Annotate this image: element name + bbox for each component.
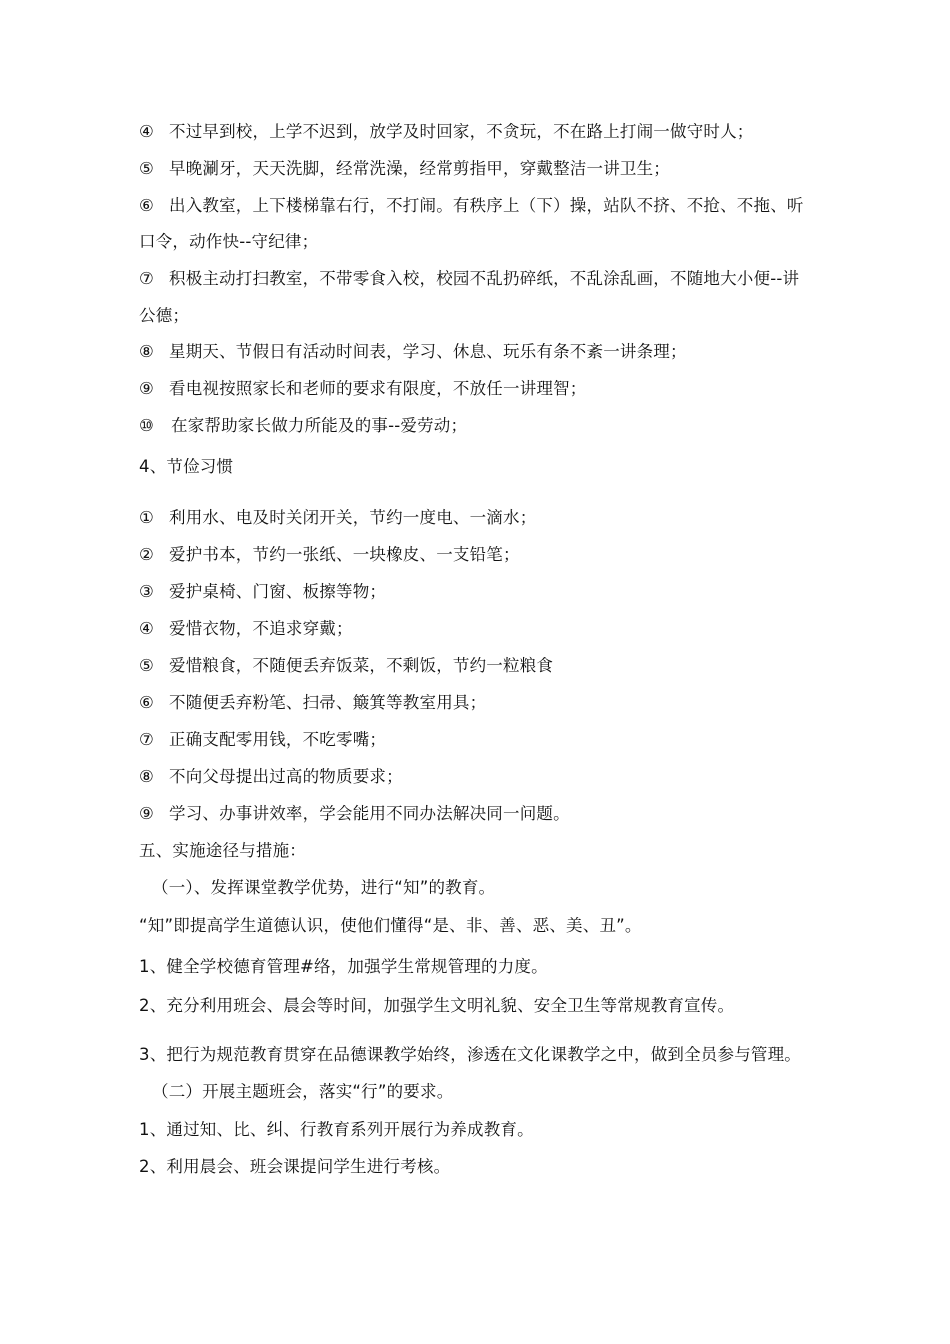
habit-item-line xyxy=(139,730,829,750)
item-text: 正确支配零用钱，不吃零嘴； xyxy=(169,730,387,749)
habit-item-line xyxy=(139,122,829,142)
subsection-heading-text: （二）开展主题班会，落实“行”的要求。 xyxy=(152,1082,454,1101)
item-number: ④ xyxy=(139,122,154,141)
subsection-heading xyxy=(152,878,842,898)
item-text: 爱惜衣物，不追求穿戴； xyxy=(169,619,353,638)
item-text: 爱护桌椅、门窗、板擦等物； xyxy=(169,582,387,601)
habit-item-line xyxy=(139,619,829,639)
habit-item-line xyxy=(139,269,829,289)
item-text: 公德； xyxy=(139,306,190,325)
item-text: 口令，动作快--守纪律； xyxy=(139,232,319,251)
item-number: ③ xyxy=(139,582,154,601)
habit-item-line xyxy=(139,582,829,602)
item-number: ⑧ xyxy=(139,767,154,786)
habit-item-line xyxy=(139,159,829,179)
item-text: 看电视按照家长和老师的要求有限度，不放任一讲理智； xyxy=(169,379,587,398)
item-number: ⑥ xyxy=(139,196,154,215)
item-number: ⑥ xyxy=(139,693,154,712)
section-heading-text: 4、节俭习惯 xyxy=(139,457,234,476)
item-text: 利用水、电及时关闭开关，节约一度电、一滴水； xyxy=(169,508,537,527)
paragraph-text: “知”即提高学生道德认识，使他们懂得“是、非、善、恶、美、丑”。 xyxy=(139,916,642,935)
paragraph-line xyxy=(139,916,829,936)
habit-item-line xyxy=(139,545,829,565)
item-number: ④ xyxy=(139,619,154,638)
habit-item-line xyxy=(139,379,829,399)
measure-text: 3、把行为规范教育贯穿在品德课教学始终，渗透在文化课教学之中，做到全员参与管理。 xyxy=(139,1045,801,1064)
item-number: ⑨ xyxy=(139,804,154,823)
habit-item-line xyxy=(139,342,829,362)
habit-item-line xyxy=(139,656,829,676)
item-text: 不过早到校，上学不迟到，放学及时回家，不贪玩，不在路上打闹一做守时人； xyxy=(169,122,754,141)
subsection-heading xyxy=(152,1082,842,1102)
habit-item-line xyxy=(139,693,829,713)
continuation-line xyxy=(139,306,829,326)
measure-line xyxy=(139,1157,829,1177)
habit-item-line xyxy=(139,416,829,436)
measure-line xyxy=(139,1045,829,1065)
habit-item-line xyxy=(139,804,829,824)
item-number: ⑨ xyxy=(139,379,154,398)
item-text: 积极主动打扫教室，不带零食入校，校园不乱扔碎纸，不乱涂乱画，不随地大小便--讲 xyxy=(169,269,800,288)
measure-line xyxy=(139,1120,829,1140)
item-text: 出入教室，上下楼梯靠右行，不打闹。有秩序上（下）操，站队不挤、不抢、不拖、听 xyxy=(169,196,804,215)
habit-item-line xyxy=(139,767,829,787)
item-text: 爱惜粮食，不随便丢弃饭菜，不剩饭，节约一粒粮食 xyxy=(169,656,554,675)
item-number: ⑦ xyxy=(139,730,154,749)
item-number: ② xyxy=(139,545,154,564)
measure-text: 1、通过知、比、纠、行教育系列开展行为养成教育。 xyxy=(139,1120,534,1139)
item-text: 不随便丢弃粉笔、扫帚、簸箕等教室用具； xyxy=(169,693,487,712)
continuation-line xyxy=(139,232,829,252)
item-text: 星期天、节假日有活动时间表，学习、休息、玩乐有条不紊一讲条理； xyxy=(169,342,687,361)
item-number: ⑩ xyxy=(139,416,154,435)
item-number: ① xyxy=(139,508,154,527)
section-heading xyxy=(139,457,829,477)
item-text: 在家帮助家长做力所能及的事--爱劳动； xyxy=(171,416,468,435)
section-heading xyxy=(139,841,829,861)
measure-text: 1、健全学校德育管理#络，加强学生常规管理的力度。 xyxy=(139,957,548,976)
habit-item-line xyxy=(139,508,829,528)
subsection-heading-text: （一）、发挥课堂教学优势，进行“知”的教育。 xyxy=(152,878,496,897)
item-text: 学习、办事讲效率，学会能用不同办法解决同一问题。 xyxy=(169,804,570,823)
item-number: ⑤ xyxy=(139,656,154,675)
item-text: 不向父母提出过高的物质要求； xyxy=(169,767,403,786)
measure-text: 2、利用晨会、班会课提问学生进行考核。 xyxy=(139,1157,451,1176)
item-number: ⑧ xyxy=(139,342,154,361)
item-number: ⑦ xyxy=(139,269,154,288)
habit-item-line xyxy=(139,196,829,216)
measure-line xyxy=(139,957,829,977)
item-text: 早晚涮牙，天天洗脚，经常洗澡，经常剪指甲，穿戴整洁一讲卫生； xyxy=(169,159,670,178)
item-text: 爱护书本，节约一张纸、一块橡皮、一支铅笔； xyxy=(169,545,520,564)
measure-text: 2、充分利用班会、晨会等时间，加强学生文明礼貌、安全卫生等常规教育宣传。 xyxy=(139,996,735,1015)
section-heading-text: 五、实施途径与措施： xyxy=(139,841,306,860)
measure-line xyxy=(139,996,829,1016)
item-number: ⑤ xyxy=(139,159,154,178)
